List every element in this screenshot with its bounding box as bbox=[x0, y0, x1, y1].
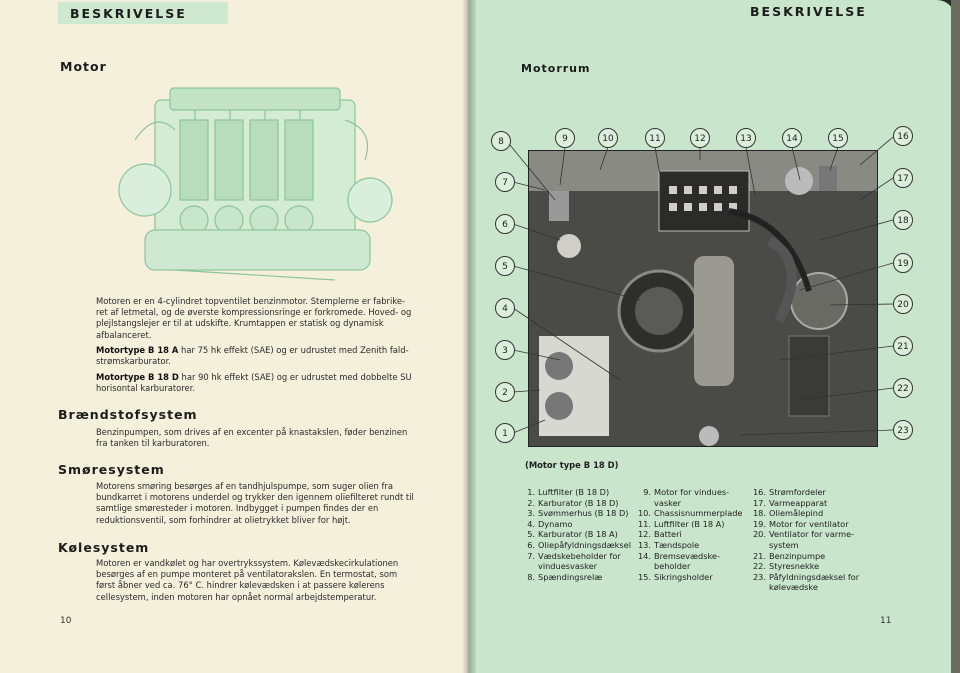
callout-3: 3 bbox=[495, 340, 515, 360]
left-header: BESKRIVELSE bbox=[70, 6, 187, 21]
callout-18: 18 bbox=[893, 210, 913, 230]
callout-9: 9 bbox=[555, 128, 575, 148]
legend-item: 4. Dynamo bbox=[527, 518, 573, 529]
legend-column-3 bbox=[750, 487, 880, 593]
motortype-a-label: Motortype B 18 A bbox=[96, 345, 179, 355]
legend-item: 14. Bremsevædske-beholder bbox=[637, 550, 720, 572]
callout-5: 5 bbox=[495, 256, 515, 276]
legend-item: 15. Sikringsholder bbox=[637, 571, 713, 582]
legend-item: 6. Oliepåfyldningsdæksel bbox=[527, 539, 631, 550]
legend-item: 12. Batteri bbox=[637, 529, 682, 540]
legend-item: 21. Benzinpumpe bbox=[752, 550, 826, 561]
legend-item: 17. Varmeapparat bbox=[752, 497, 828, 508]
callout-4: 4 bbox=[495, 298, 515, 318]
callout-17: 17 bbox=[893, 168, 913, 188]
legend-item: 8. Spændingsrelæ bbox=[527, 571, 603, 582]
callout-11: 11 bbox=[645, 128, 665, 148]
legend-item: 2. Karburator (B 18 D) bbox=[527, 497, 619, 508]
cooling-text: Motoren er vandkølet og har overtrykssystem. Kølevædskecirkulationen besørges af en pumpe monteret på ventilatorakslen. En termostat, som først åbner ved ca. 76° C. hindrer kølevædsken i at passere kølerens cellesystem, inden motoren har opnået normal arbejdstemperatur. bbox=[96, 558, 399, 602]
callout-15: 15 bbox=[828, 128, 848, 148]
legend-item: 23. Påfyldningsdæksel for kølevædske bbox=[752, 571, 860, 593]
fuel-system-text: Benzinpumpen, som drives af en excenter på knastakslen, føder benzinen fra tanken til karburatoren. bbox=[96, 427, 408, 449]
callout-6: 6 bbox=[495, 214, 515, 234]
callout-12: 12 bbox=[690, 128, 710, 148]
heading-fuel-system: Brændstofsystem bbox=[58, 407, 198, 422]
legend-item: 19. Motor for ventilator bbox=[752, 518, 849, 529]
legend-item: 5. Karburator (B 18 A) bbox=[527, 529, 618, 540]
legend-item: 16. Strømfordeler bbox=[752, 487, 826, 497]
legend-column-2 bbox=[635, 487, 755, 582]
legend-item: 13. Tændspole bbox=[637, 539, 700, 550]
right-header: BESKRIVELSE bbox=[750, 4, 867, 19]
legend-item: 22. Styresnekke bbox=[752, 561, 820, 572]
heading-motor: Motor bbox=[60, 59, 107, 74]
callout-14: 14 bbox=[782, 128, 802, 148]
callout-10: 10 bbox=[598, 128, 618, 148]
callout-13: 13 bbox=[736, 128, 756, 148]
legend-column-1 bbox=[519, 487, 644, 582]
motortype-d-label: Motortype B 18 D bbox=[96, 372, 179, 382]
callout-19: 19 bbox=[893, 253, 913, 273]
legend-item: 3. Svømmerhus (B 18 D) bbox=[527, 508, 629, 519]
callout-2: 2 bbox=[495, 382, 515, 402]
callout-22: 22 bbox=[893, 378, 913, 398]
legend-item: 18. Oliemålepind bbox=[752, 508, 824, 519]
callout-21: 21 bbox=[893, 336, 913, 356]
left-page-number: 10 bbox=[60, 616, 72, 626]
lubrication-text: Motorens smøring besørges af en tandhjulspumpe, som suger olien fra bundkarret i motorens underdel og trykker den igennem oliefilteret rundt til samtlige smøresteder i motoren. Indbygget i pumpen findes der en reduktionsventil, som forhindrer at olietrykket bliver for højt. bbox=[96, 481, 414, 525]
legend-item: 20. Ventilator for varme-system bbox=[752, 529, 855, 550]
callout-8: 8 bbox=[491, 131, 511, 151]
legend-item: 1. Luftfilter (B 18 D) bbox=[527, 487, 610, 497]
heading-motorrum: Motorrum bbox=[521, 62, 591, 75]
legend-item: 10. Chassisnummerplade bbox=[637, 508, 743, 519]
motor-intro-text: Motoren er en 4-cylindret topventilet benzinmotor. Stemplerne er fabrike-ret af letmetal, og de øverste kompressionsringe er forkromede. Hoved- og plejlstangslejer er til at udskifte. Krumtappen er statisk og dynamisk afbalanceret. bbox=[96, 296, 412, 340]
callout-7: 7 bbox=[495, 172, 515, 192]
callout-20: 20 bbox=[893, 294, 913, 314]
motortype-a-text: har 75 hk effekt (SAE) og er udrustet med Zenith fald-strømskarburator. bbox=[96, 345, 409, 367]
callout-16: 16 bbox=[893, 126, 913, 146]
heading-cooling: Kølesystem bbox=[58, 540, 150, 555]
legend-item: 7. Vædskebeholder for vinduesvasker bbox=[527, 550, 621, 572]
motortype-d-text: har 90 hk effekt (SAE) og er udrustet med dobbelte SU horisontal karburatorer. bbox=[96, 372, 412, 394]
right-page-number: 11 bbox=[880, 616, 892, 626]
legend-item: 9. Motor for vindues-vasker bbox=[643, 487, 730, 508]
callout-1: 1 bbox=[495, 423, 515, 443]
heading-lubrication: Smøresystem bbox=[58, 462, 165, 477]
legend-item: 11. Luftfilter (B 18 A) bbox=[637, 518, 725, 529]
callout-23: 23 bbox=[893, 420, 913, 440]
photo-caption: (Motor type B 18 D) bbox=[525, 460, 619, 470]
